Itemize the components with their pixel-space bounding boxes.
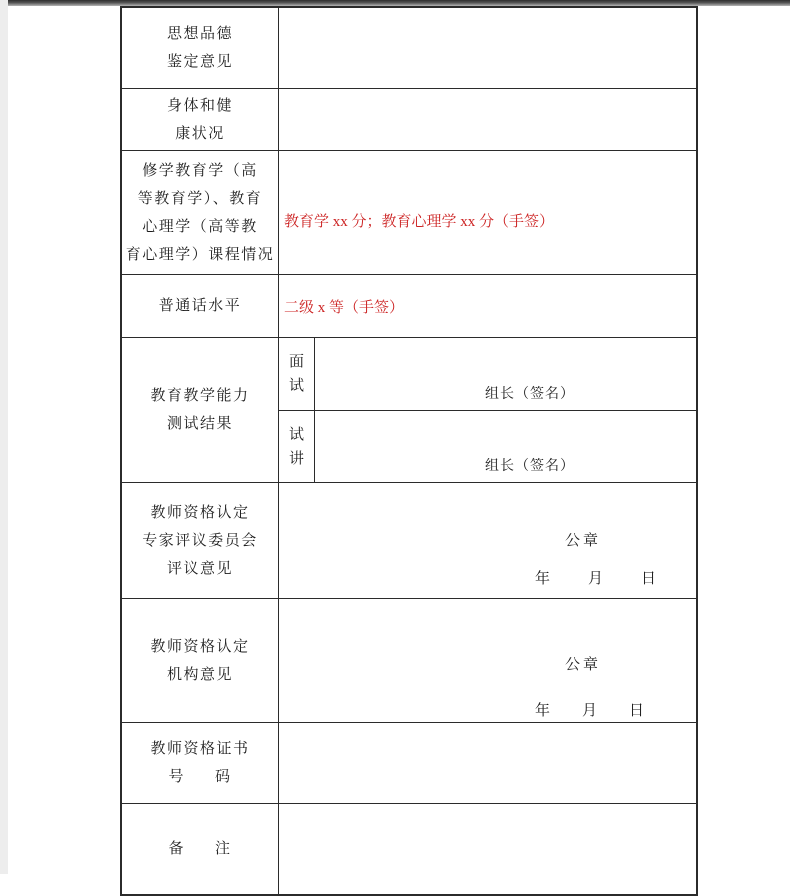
year-label: 年: [535, 571, 551, 587]
sub-label-interview: [279, 338, 315, 411]
cell-value-courses: [279, 151, 696, 275]
label-line: 心理学（高等教: [142, 218, 258, 235]
label-line: 鉴定意见: [166, 54, 233, 70]
sub-label-char: 讲: [288, 450, 304, 467]
row-label-remarks: [122, 804, 279, 894]
label-line: 专家评议委员会: [142, 532, 258, 549]
agency-date-line: [535, 699, 644, 720]
sub-label-char: 面: [288, 354, 304, 370]
label-line: 教师资格证书: [150, 741, 250, 757]
day-label: 日: [641, 571, 657, 587]
label-char: 备: [168, 841, 185, 857]
label-char: 号: [168, 769, 185, 785]
label-line: [168, 763, 231, 791]
cell-remarks: [279, 804, 696, 894]
label-line: 身体和健: [166, 97, 233, 114]
label-char: 注: [215, 841, 232, 857]
qualification-form-table: [120, 6, 698, 896]
cell-agency-opinion: [279, 599, 696, 723]
mandarin-level-value: 二级 x 等（手签）: [284, 299, 405, 316]
label-line: 思想品德: [166, 26, 233, 42]
row-label-courses: [122, 151, 279, 275]
label-line: 育心理学）课程情况: [125, 246, 275, 263]
label-line: 评议意见: [166, 560, 233, 577]
month-label: 月: [582, 703, 598, 719]
row-label-committee: [122, 483, 279, 599]
label-line: 修学教育学（高: [142, 162, 258, 179]
sub-label-char: 试: [288, 378, 304, 394]
row-label-agency: [122, 599, 279, 723]
agency-stamp-label: 公章: [565, 657, 602, 673]
label-line: 机构意见: [166, 666, 233, 683]
label-line: 普通话水平: [158, 298, 242, 314]
interview-signer-label: 组长（签名）: [485, 387, 575, 402]
label-char: 码: [215, 769, 232, 785]
row-label-mandarin: [122, 275, 279, 338]
cell-committee-opinion: [279, 483, 696, 599]
page-left-margin-strip: [0, 0, 8, 874]
label-line: 教师资格认定: [150, 638, 250, 655]
label-line: 教育教学能力: [150, 388, 250, 404]
cell-lecture-result: [315, 411, 696, 482]
sub-label-char: 试: [288, 426, 304, 443]
committee-date-line: [535, 567, 656, 588]
month-label: 月: [588, 571, 604, 587]
label-line: [168, 835, 231, 863]
cell-certificate-number: [279, 723, 696, 804]
row-label-ability: [122, 338, 279, 483]
committee-stamp-label: 公章: [565, 533, 602, 549]
row-label-health: [122, 89, 279, 151]
cell-value-ideology: [279, 8, 696, 89]
day-label: 日: [629, 703, 645, 719]
row-label-certificate-number: [122, 723, 279, 804]
sub-label-lecture: [279, 411, 315, 482]
label-line: 等教育学）、教育: [137, 190, 263, 207]
cell-value-health: [279, 89, 696, 151]
ability-subgrid: [279, 338, 696, 482]
lecture-signer-label: 组长（签名）: [485, 459, 575, 474]
label-line: 康状况: [175, 125, 225, 142]
label-line: 测试结果: [166, 416, 233, 432]
label-line: 教师资格认定: [150, 504, 250, 521]
cell-ability-results: [279, 338, 696, 483]
cell-interview-result: [315, 338, 696, 411]
cell-value-mandarin: [279, 275, 696, 338]
courses-score-value: 教育学 xx 分；教育心理学 xx 分（手签）: [284, 214, 555, 230]
year-label: 年: [535, 703, 551, 719]
row-label-ideology: [122, 8, 279, 89]
